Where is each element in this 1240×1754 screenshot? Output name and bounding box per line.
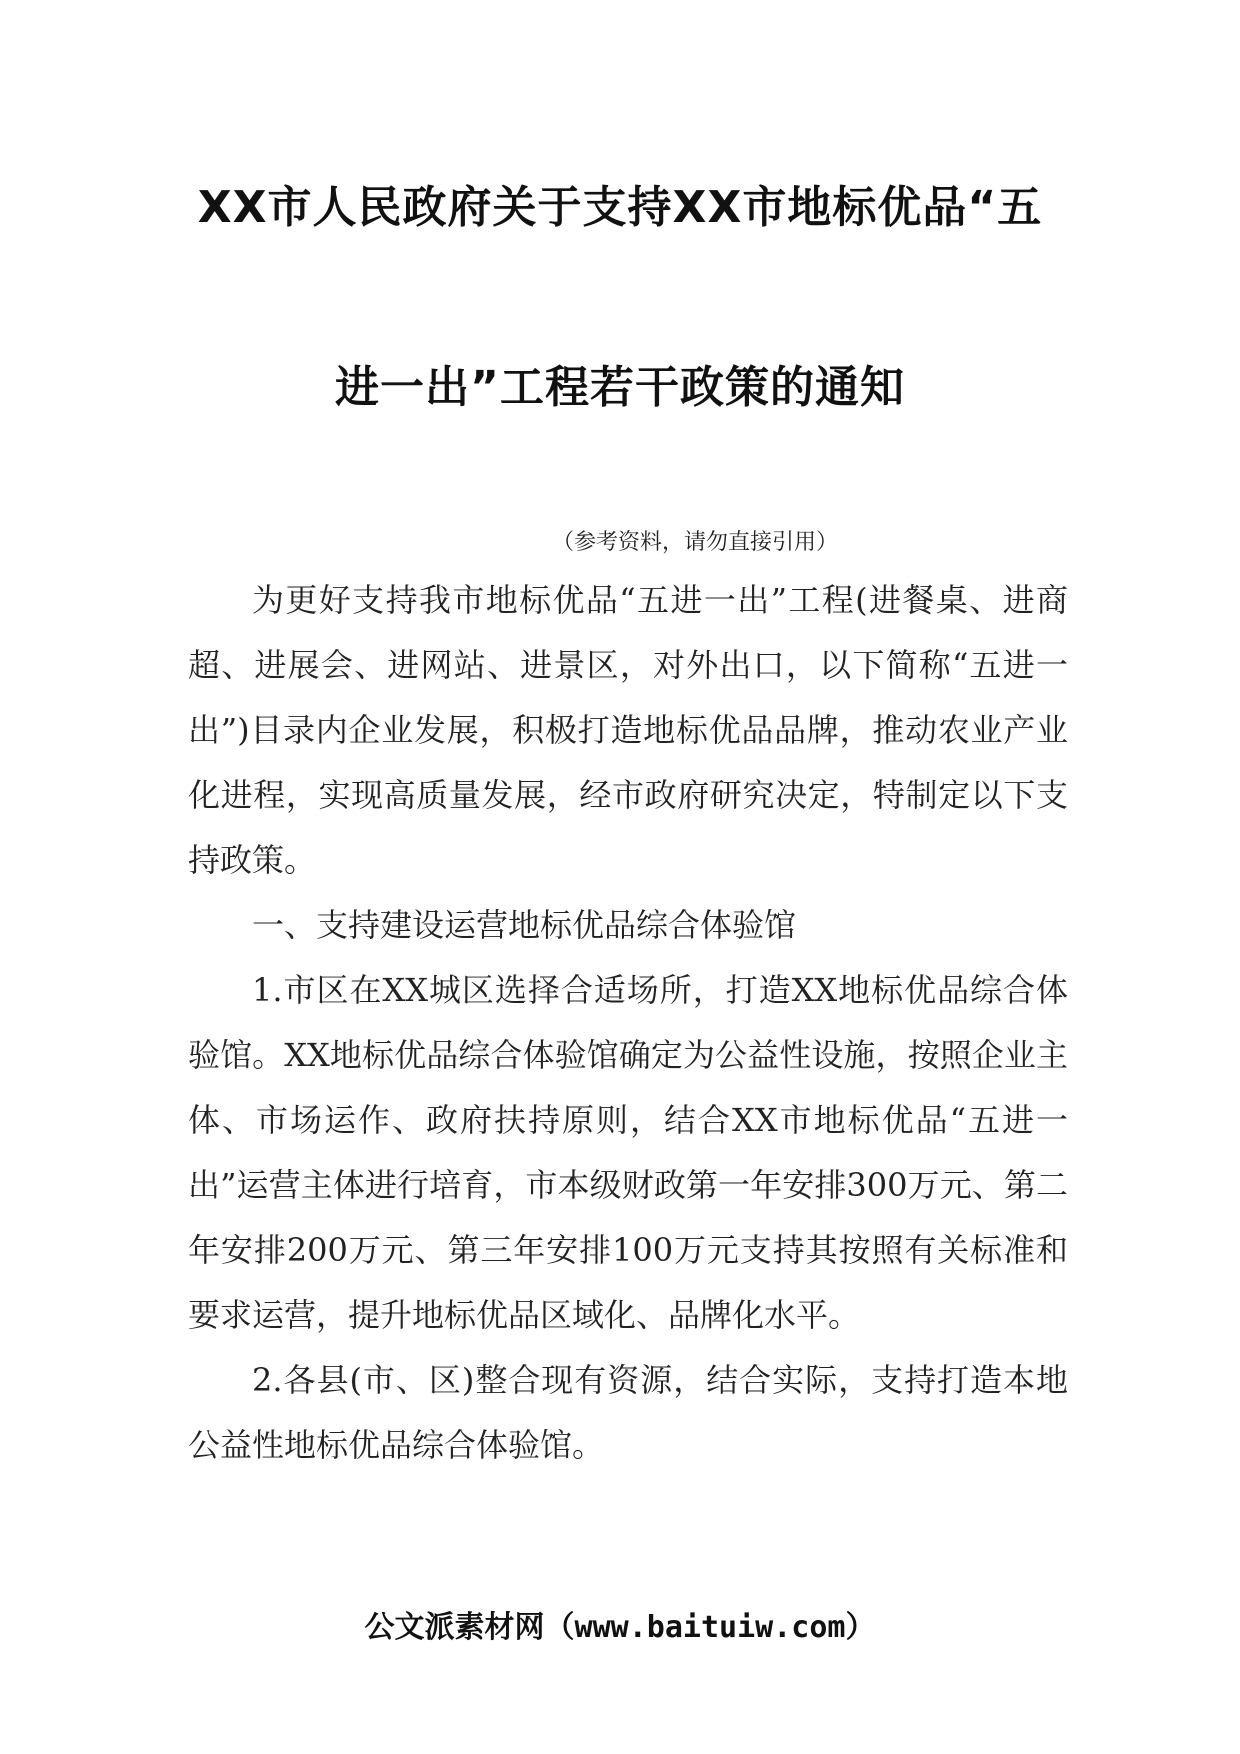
paragraph-item-2: 2.各县(市、区)整合现有资源，结合实际，支持打造本地公益性地标优品综合体验馆。 <box>188 1361 1068 1464</box>
paragraph-intro: 为更好支持我市地标优品“五进一出”工程(进餐桌、进商超、进展会、进网站、进景区，对外出口，以下简称“五进一出”)目录内企业发展，积极打造地标优品品牌，推动农业产业化进程，实现高质量发展，经市政府研究决定，特制定以下支持政策。 <box>188 581 1068 879</box>
paragraph-item-1: 1.市区在XX城区选择合适场所，打造XX地标优品综合体验馆。XX地标优品综合体验馆确定为公益性设施，按照企业主体、市场运作、政府扶持原则，结合XX市地标优品“五进一出”运营主体进行培育，市本级财政第一年安排300万元、第二年安排200万元、第三年安排100万元支持其按照有关标准和要求运营，提升地标优品区域化、品牌化水平。 <box>188 971 1068 1334</box>
document-title-line-1: XX市人民政府关于支持XX市地标优品“五 <box>197 182 1043 233</box>
document-body <box>188 568 1068 1478</box>
footer-source: 公文派素材网（www.baituiw.com） <box>364 1610 876 1645</box>
section-heading-1: 一、支持建设运营地标优品综合体验馆 <box>252 906 797 944</box>
reference-note: （参考资料，请勿直接引用） <box>551 530 838 555</box>
document-title-line-2: 进一出”工程若干政策的通知 <box>335 362 905 413</box>
